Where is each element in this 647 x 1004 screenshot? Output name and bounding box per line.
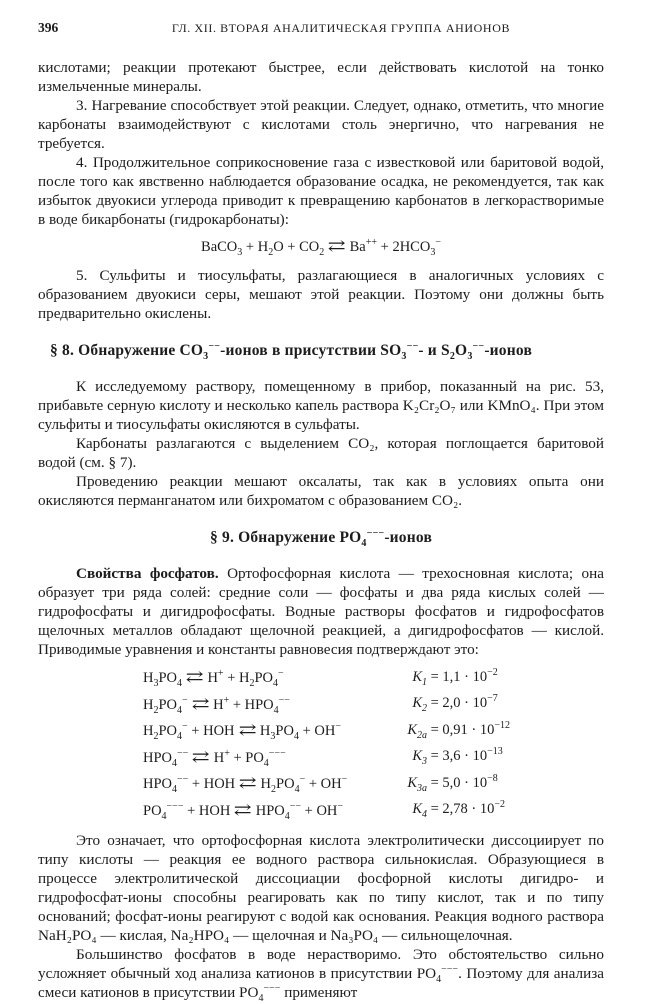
equation-bicarbonate: BaCO$_3$ + $H_2O + CO_2$ ⇄ $Ba^{++} + 2HCO_3^-$ (201, 237, 441, 258)
section-9-paragraph-3: Большинство фосфатов в воде нерастворимо. Это обстоятельство сильно усложняет обычный ход анализа катионов в присутствии $PO_4^{---}$. Поэтому для анализа смеси катионов в присутствии $PO_4^{---}$ применяют (38, 946, 604, 1004)
section-8-title: § 8. Обнаружение $CO_3^{--}$-ионов в присутствии $SO_3^{--}-$ и $S_2O_3^{--}$-ионов (50, 340, 533, 363)
page-number: 396 (38, 20, 59, 35)
paragraph-item-3: 3. Нагревание способствует этой реакции. Следует, однако, отметить, что многие карбонаты взаимодействуют с кислотами столь энергично, что нагревания не требуется. (38, 97, 604, 152)
phosphate-properties-lead: Свойства фосфатов. (76, 565, 219, 582)
paragraph-continuation: кислотами; реакции протекают быстрее, если действовать кислотой на тонко измельченные минералы. (38, 59, 604, 95)
section-8-paragraph-3: Проведению реакции мешают оксалаты, так как в условиях опыта они окисляются перманганатом или бихроматом с образованием CO₂. (38, 473, 604, 509)
section-8-paragraph-2: Карбонаты разлагаются с выделением CO₂, которая поглощается баритовой водой (см. § 7). (38, 435, 604, 471)
equilibrium-table (143, 664, 510, 823)
section-9-title: § 9. Обнаружение $PO_4^{---}$-ионов (209, 527, 433, 550)
equilibrium-row: $PO_4^{---}$ + HOH ⇄ $HPO_4^{--} + OH^-$ $K_4 = 2,78 \cdot 10^{-2}$ (143, 799, 506, 822)
book-page (38, 20, 604, 1002)
equilibrium-row: $H_3PO_4$ ⇄ $H^+ + H_2PO_4^-$ $K_1 = 1,1 \cdot 10^{-2}$ (143, 666, 498, 690)
section-9-paragraph-2: Это означает, что ортофосфорная кислота электролитически диссоциирует по типу кислоты — реакция ее водного раствора сильнокислая. Образующиеся в процессе электролитической диссоциации фосфорной кислоты дигидро- и гидрофосфат-ионы способны реагировать как по типу кислот, так и по типу оснований; фосфат-ионы реагируют с водой как основания. Реакция водного раствора NaH₂PO₄ — кислая, Na₂HPO₄ — щелочная и Na₃PO₄ — сильнощелочная. (38, 832, 604, 944)
page-header (38, 20, 604, 36)
paragraph-item-5: 5. Сульфиты и тиосульфаты, разлагающиеся в аналогичных условиях с образованием двуокиси серы, мешают этой реакции. Поэтому они должны быть предварительно окислены. (38, 267, 604, 322)
section-9-paragraph-1: Свойства фосфатов. Ортофосфорная кислота — трехосновная кислота; она образует три ряда солей: средние соли — фосфаты и два ряда кислых солей — гидрофосфаты и дигидрофосфаты. Водные растворы фосфатов и гидрофосфатов щелочных металлов обладают щелочной реакцией, а дигидрофосфатов — кислой. Приводимые уравнения и константы равновесия подтверждают это: (38, 565, 605, 658)
running-title: ГЛ. XII. ВТОРАЯ АНАЛИТИЧЕСКАЯ ГРУППА АНИОНОВ (171, 21, 511, 35)
equilibrium-row: $HPO_4^{--}$ ⇄ $H^+ + PO_4^{---}$ $K_3 = 3,6 \cdot 10^{-13}$ (143, 746, 503, 769)
equilibrium-row: $H_2PO_4^-$ ⇄ $H^+ + HPO_4^{--}$ $K_2 = 2,0 \cdot 10^{-7}$ (143, 693, 498, 716)
equilibrium-row: $H_2PO_4^-$ + HOH ⇄ $H_3PO_4 + OH^-$ $K_{2a} = 0,91 \cdot 10^{-12}$ (143, 719, 511, 743)
section-8-paragraph-1: К исследуемому раствору, помещенному в прибор, показанный на рис. 53, прибавьте серную кислоту и несколько капель раствора K₂Cr₂O₇ или KMnO₄. При этом сульфиты и тиосульфаты окисляются в сульфаты. (38, 378, 604, 433)
equilibrium-row: $HPO_4^{--}$ + HOH ⇄ $H_2PO_4^- + OH^-$ $K_{3a} = 5,0 \cdot 10^{-8}$ (143, 772, 498, 796)
paragraph-item-4: 4. Продолжительное соприкосновение газа с известковой или баритовой водой, после того как явственно наблюдается образование осадка, не рекомендуется, так как избыток двуокиси углерода приводит к превращению карбонатов в легкорастворимые в воде бикарбонаты (гидрокарбонаты): (38, 154, 604, 228)
